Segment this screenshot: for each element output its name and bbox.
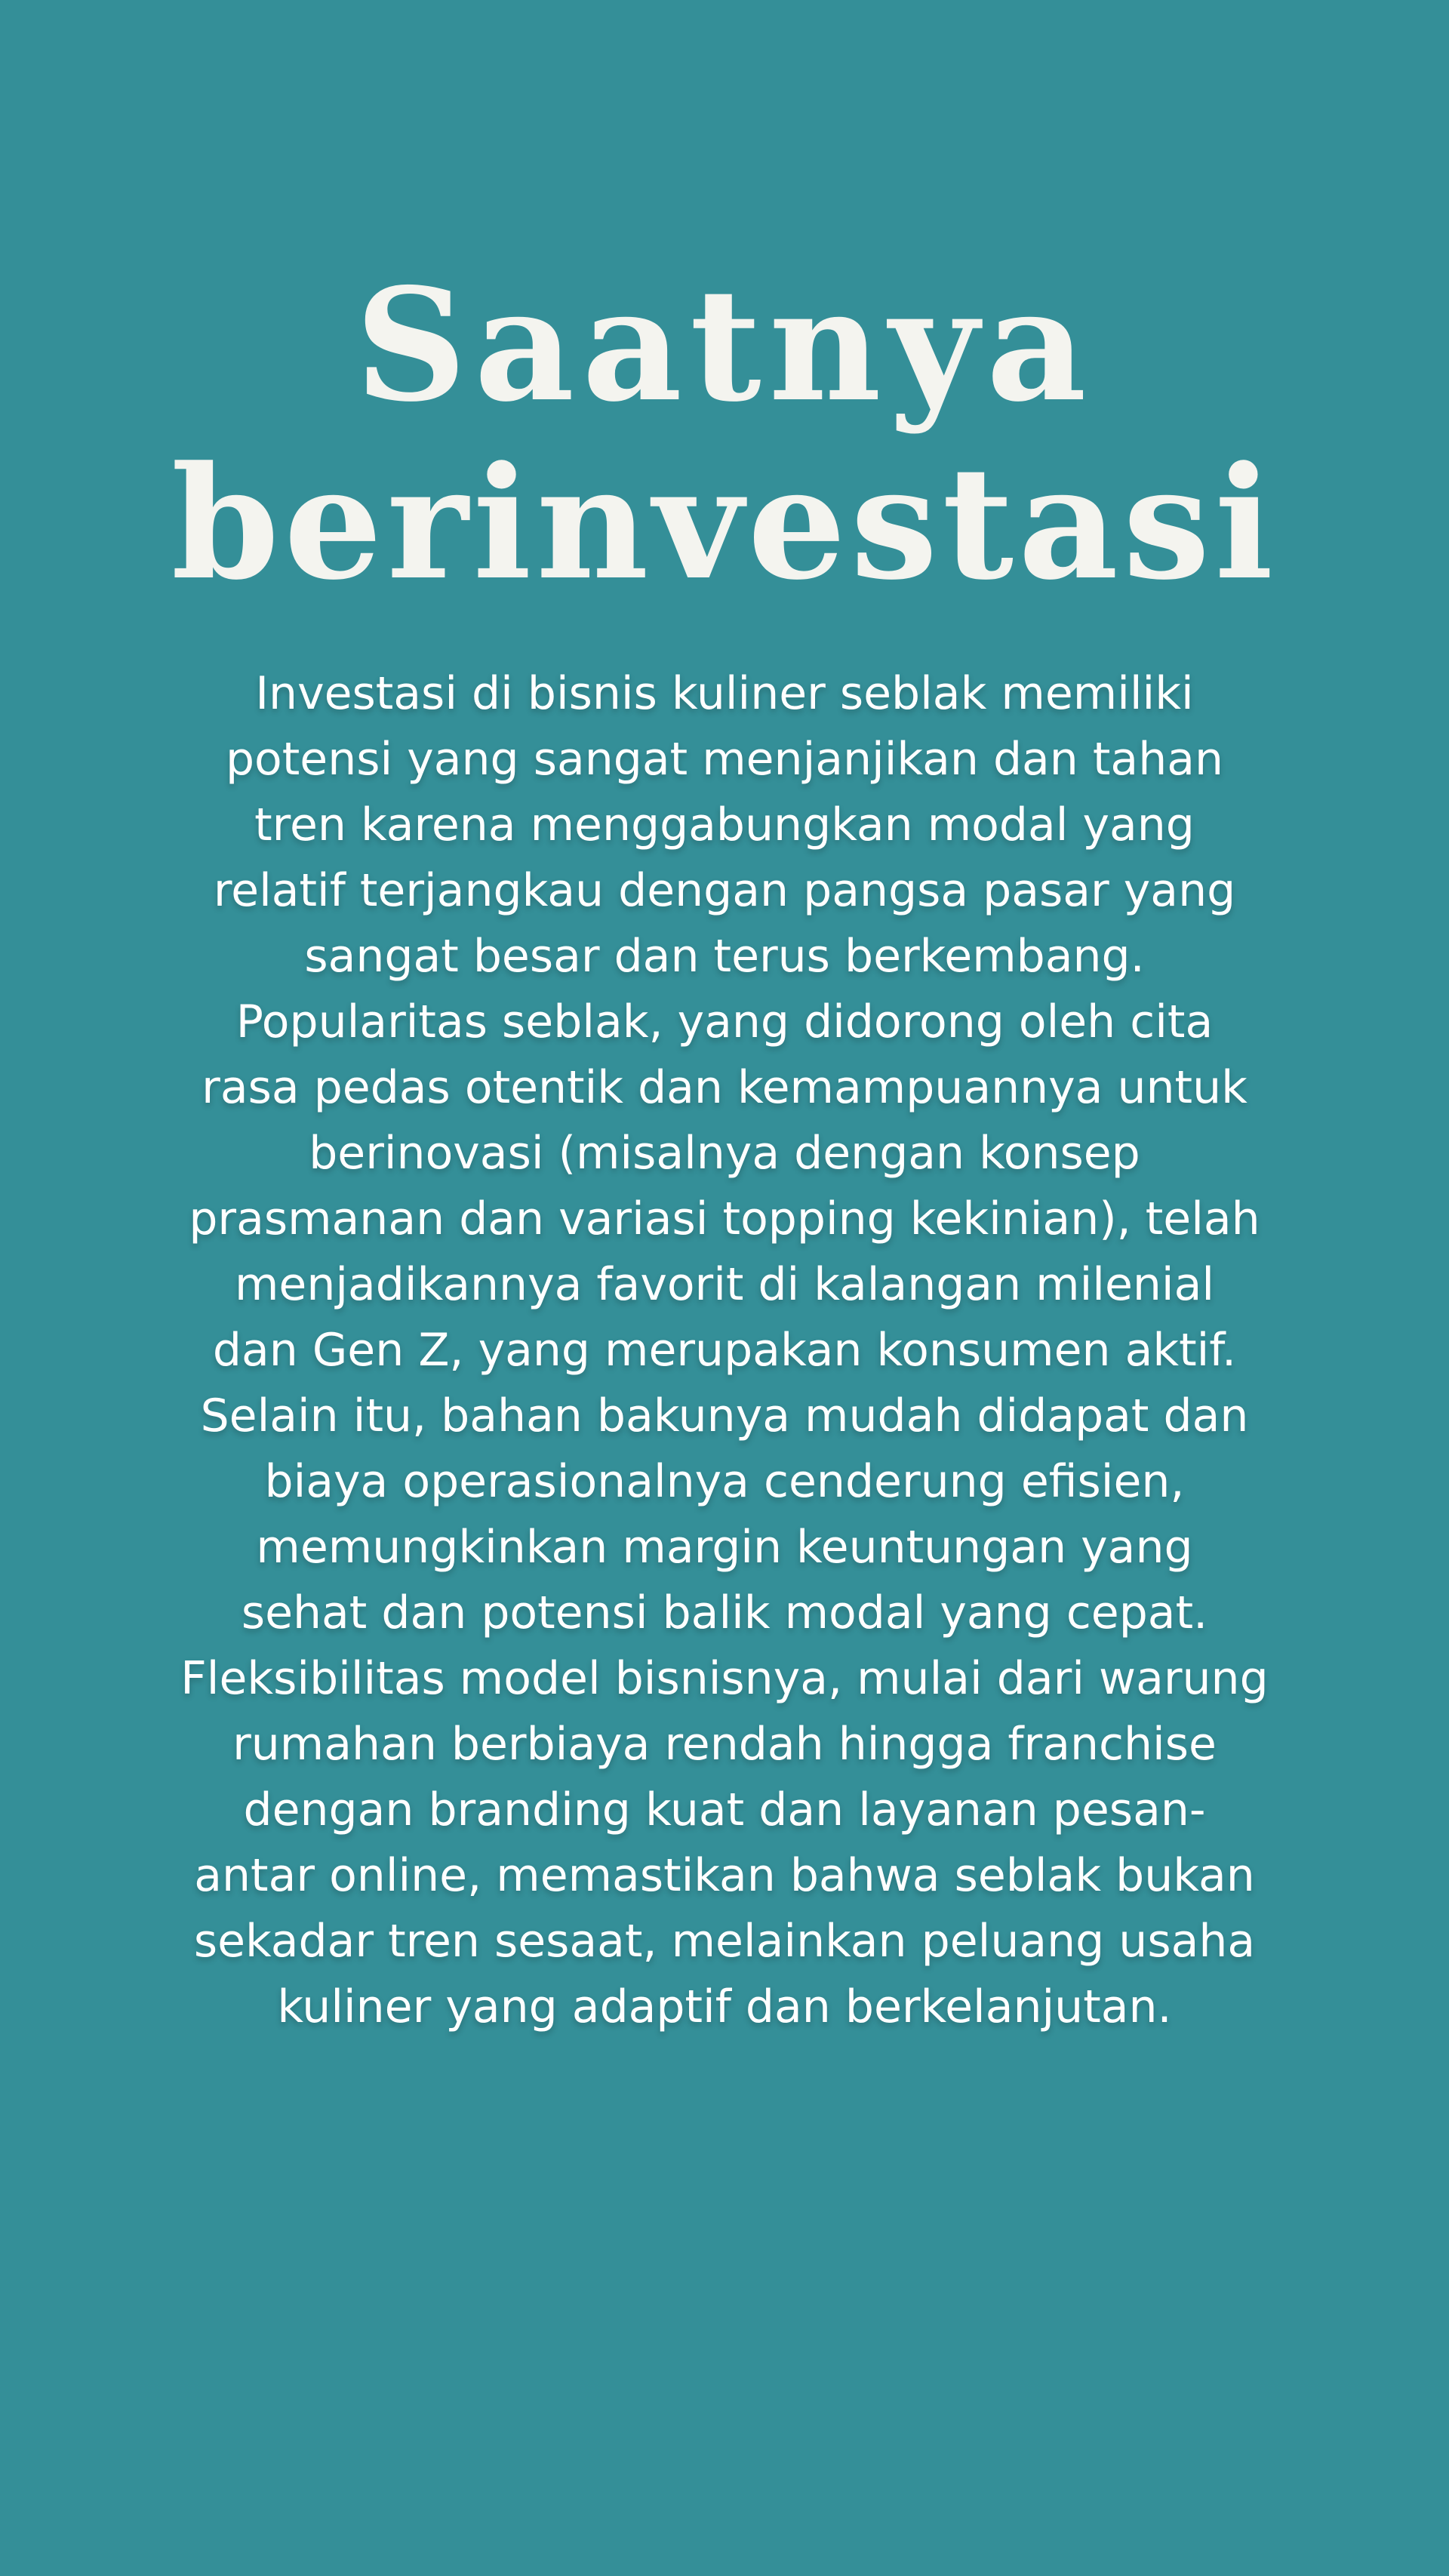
paragraph-line: dengan branding kuat dan layanan pesan- — [243, 1784, 1206, 1836]
paragraph-line: kuliner yang adaptif dan berkelanjutan. — [277, 1980, 1172, 2033]
paragraph-line: Selain itu, bahan bakunya mudah didapat dan — [200, 1390, 1249, 1442]
paragraph-line: antar online, memastikan bahwa seblak bukan — [194, 1849, 1255, 1902]
paragraph-line: memungkinkan margin keuntungan yang — [256, 1521, 1193, 1574]
paragraph-line: menjadikannya favorit di kalangan milenial — [234, 1258, 1215, 1311]
paragraph-line: dan Gen Z, yang merupakan konsumen aktif. — [212, 1324, 1237, 1377]
paragraph-line: prasmanan dan variasi topping kekinian), telah — [189, 1193, 1260, 1245]
title-line-2: berinvestasi — [171, 433, 1278, 614]
body-paragraph — [136, 661, 1313, 2040]
paragraph-line: berinovasi (misalnya dengan konsep — [309, 1127, 1140, 1180]
paragraph-line: Popularitas seblak, yang didorong oleh cita — [235, 996, 1214, 1048]
paragraph-line: relatif terjangkau dengan pangsa pasar yang — [213, 864, 1236, 917]
paragraph-line: Fleksibilitas model bisnisnya, mulai dari warung — [180, 1652, 1269, 1705]
title-line-1: Saatnya — [355, 255, 1094, 436]
title — [0, 257, 1449, 613]
paragraph-line: tren karena menggabungkan modal yang — [254, 799, 1195, 851]
paragraph-line: rumahan berbiaya rendah hingga franchise — [232, 1718, 1217, 1771]
paragraph-line: Investasi di bisnis kuliner seblak memiliki — [255, 667, 1194, 720]
paragraph-line: potensi yang sangat menjanjikan dan tahan — [225, 733, 1224, 786]
paragraph-line: sekadar tren sesaat, melainkan peluang usaha — [193, 1915, 1256, 1968]
paragraph-line: rasa pedas otentik dan kemampuannya untuk — [202, 1061, 1247, 1114]
paragraph-line: biaya operasionalnya cenderung efisien, — [264, 1455, 1185, 1508]
paragraph-line: sangat besar dan terus berkembang. — [304, 930, 1145, 983]
paragraph-line: sehat dan potensi balik modal yang cepat. — [241, 1587, 1208, 1639]
